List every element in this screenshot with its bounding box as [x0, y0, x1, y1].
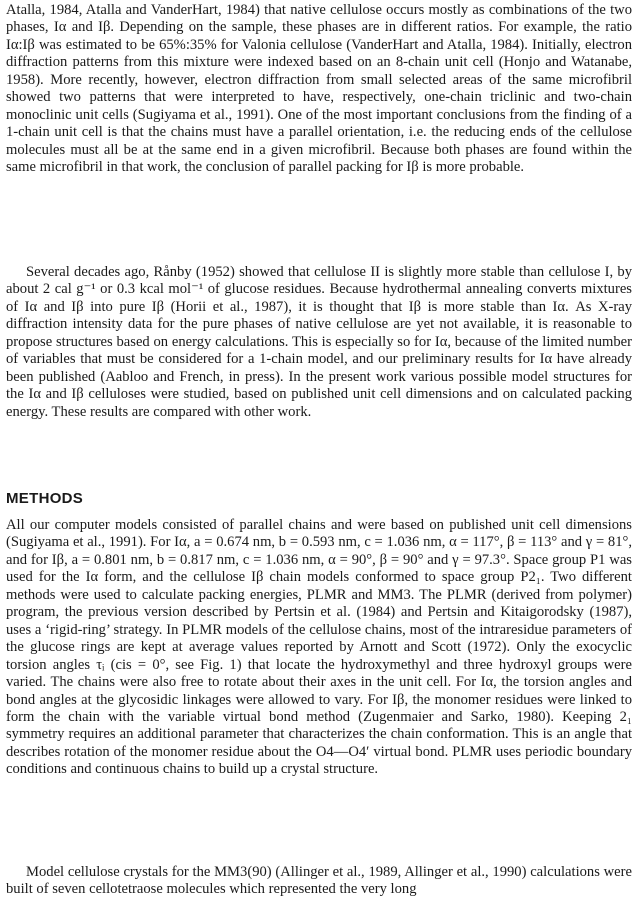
intro-paragraph-1: Atalla, 1984, Atalla and VanderHart, 1984) that native cellulose occurs mostly as combinations of the two phases, Iα and Iβ. Depending on the sample, these phases are in different ratios. For example, the ratio Iα:Iβ was estimated to be 65%:35% for Valonia cellulose (VanderHart and Atalla, 1984). Initially, electron diffraction patterns from this mixture were indexed based on an 8-chain unit cell (Honjo and Watanabe, 1958). More recently, however, electron diffraction from small selected areas of the same microfibril showed two patterns that were interpreted to have, respectively, one-chain triclinic and two-chain monoclinic unit cells (Sugiyama et al., 1991). One of the most important conclusions from the finding of a 1-chain unit cell is that the chains must have a parallel orientation, i.e. the reducing ends of the cellulose molecules must all be at the same end in a given microfibril. Because both phases are found within the same microfibril in that work, the conclusion of parallel packing for Iβ is more probable.: [6, 2, 632, 176]
intro-paragraph-2: Several decades ago, Rånby (1952) showed that cellulose II is slightly more stable than cellulose I, by about 2 cal g⁻¹ or 0.3 kcal mol⁻¹ of glucose residues. Because hydrothermal annealing converts mixtures of Iα and Iβ into pure Iβ (Horii et al., 1987), it is thought that Iβ is more stable than Iα. As X-ray diffraction intensity data for the pure phases of native cellulose are yet not available, it is reasonable to propose structures based on energy calculations. This is especially so for Iα, because of the limited number of variables that must be considered for a 1-chain model, and our preliminary results for Iα have already been published (Aabloo and French, in press). In the present work various possible model structures for the Iα and Iβ celluloses were studied, based on published unit cell dimensions and on calculated packing energy. These results are compared with other work.: [6, 264, 632, 420]
section-heading-methods: METHODS: [6, 490, 84, 507]
methods-paragraph-2: Model cellulose crystals for the MM3(90) (Allinger et al., 1989, Allinger et al., 1990) calculations were built of seven cellotetraose molecules which represented the very long: [6, 864, 632, 898]
methods-paragraph-1: All our computer models consisted of parallel chains and were based on published unit cell dimensions (Sugiyama et al., 1991). For Iα, a = 0.674 nm, b = 0.593 nm, c = 1.036 nm, α = 117°, β = 113° and γ = 81°, and for Iβ, a = 0.801 nm, b = 0.817 nm, c = 1.036 nm, α = 90°, β = 90° and γ = 97.3°. Space group P1 was used for the Iα form, and the cellulose Iβ chain models conformed to space group P2₁. Two different methods were used to calculate packing energies, PLMR and MM3. The PLMR (derived from polymer) program, the previous version described by Pertsin et al. (1984) and Pertsin and Kitaigorodsky (1987), uses a ‘rigid-ring’ strategy. In PLMR models of the cellulose chains, most of the intraresidue parameters of the glucose rings are kept at average values reported by Arnott and Scott (1972). Only the exocyclic torsion angles τᵢ (cis = 0°, see Fig. 1) that locate the hydroxymethyl and three hydroxyl groups were varied. The chains were also free to rotate about their axes in the unit cell. For Iα, the torsion angles and bond angles at the glycosidic linkages were allowed to vary. For Iβ, the monomer residues were linked to form the chain with the variable virtual bond method (Zugenmaier and Sarko, 1980). Keeping 2₁ symmetry requires an additional parameter that characterizes the chain conformation. This is an angle that describes rotation of the monomer residue about the O4—O4′ virtual bond. PLMR uses periodic boundary conditions and continuous chains to build up a crystal structure.: [6, 517, 632, 778]
